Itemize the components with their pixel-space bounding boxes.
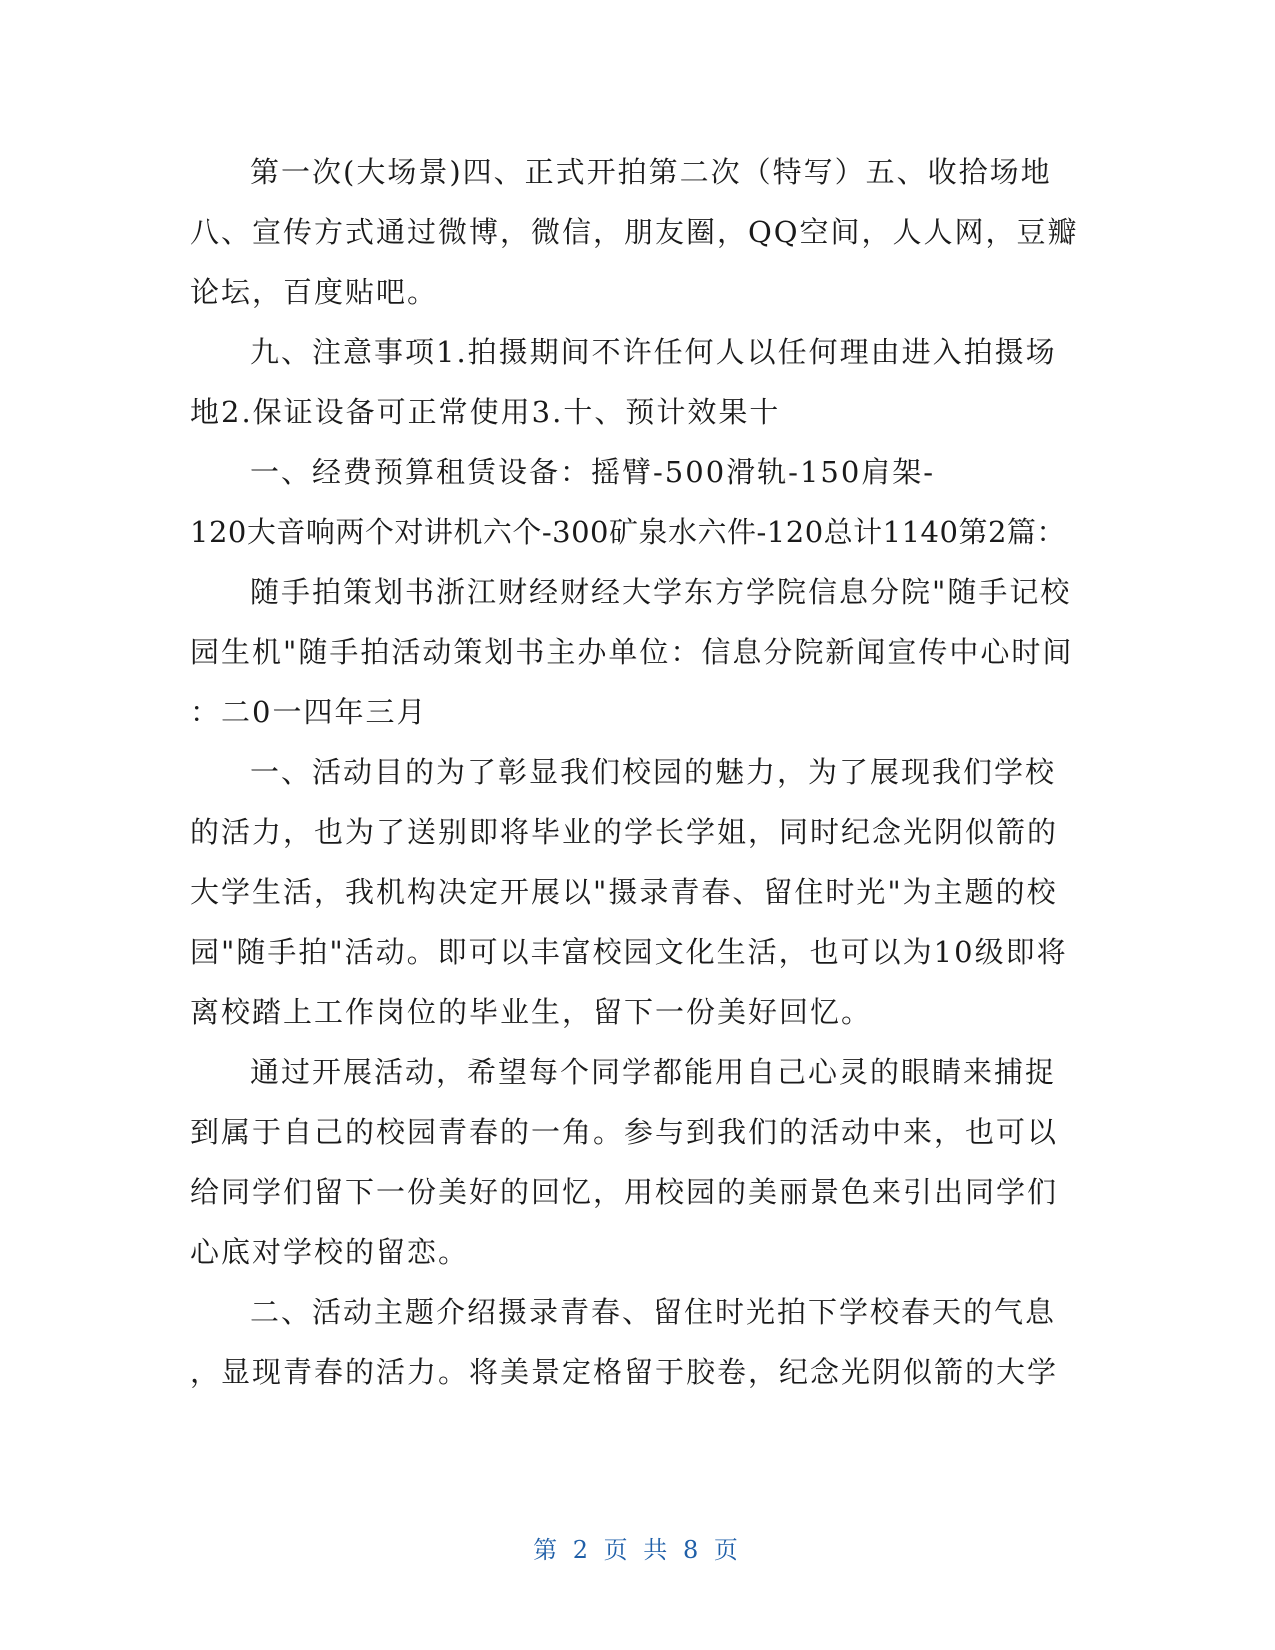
text-line: 地2.保证设备可正常使用3.十、预计效果十: [190, 395, 781, 429]
text-line: 通过开展活动，希望每个同学都能用自己心灵的眼睛来捕捉: [250, 1055, 1057, 1089]
document-body: [190, 142, 1079, 1402]
text-line: 随手拍策划书浙江财经财经大学东方学院信息分院"随手记校: [250, 575, 1072, 609]
text-line: 八、宣传方式通过微博，微信，朋友圈，QQ空间，人人网，豆瓣: [190, 215, 1079, 249]
text-line: 论坛，百度贴吧。: [190, 275, 439, 309]
text-line: 的活力，也为了送别即将毕业的学长学姐，同时纪念光阴似箭的: [190, 815, 1059, 849]
page-number-footer: 第 2 页 共 8 页: [533, 1536, 742, 1564]
text-line: 离校踏上工作岗位的毕业生，留下一份美好回忆。: [190, 995, 873, 1029]
text-line: 一、经费预算租赁设备：摇臂-500滑轨-150肩架-: [250, 455, 936, 489]
text-line: 大学生活，我机构决定开展以"摄录青春、留住时光"为主题的校: [190, 875, 1058, 909]
text-line: 二、活动主题介绍摄录青春、留住时光拍下学校春天的气息: [250, 1295, 1057, 1329]
text-line: 园生机"随手拍活动策划书主办单位：信息分院新闻宣传中心时间: [190, 635, 1074, 669]
text-line: ：二0一四年三月: [190, 695, 428, 729]
text-line: 园"随手拍"活动。即可以丰富校园文化生活，也可以为10级即将: [190, 935, 1068, 969]
text-line: 九、注意事项1.拍摄期间不许任何人以任何理由进入拍摄场: [250, 335, 1057, 369]
text-line: 到属于自己的校园青春的一角。参与到我们的活动中来，也可以: [190, 1115, 1059, 1149]
text-line: 第一次(大场景)四、正式开拍第二次（特写）五、收拾场地: [250, 155, 1052, 189]
text-line: ，显现青春的活力。将美景定格留于胶卷，纪念光阴似箭的大学: [190, 1355, 1059, 1389]
text-line: 心底对学校的留恋。: [190, 1235, 470, 1269]
text-line: 120大音响两个对讲机六个-300矿泉水六件-120总计1140第2篇：: [190, 515, 1066, 549]
text-line: 给同学们留下一份美好的回忆，用校园的美丽景色来引出同学们: [190, 1175, 1059, 1209]
text-line: 一、活动目的为了彰显我们校园的魅力，为了展现我们学校: [250, 755, 1057, 789]
